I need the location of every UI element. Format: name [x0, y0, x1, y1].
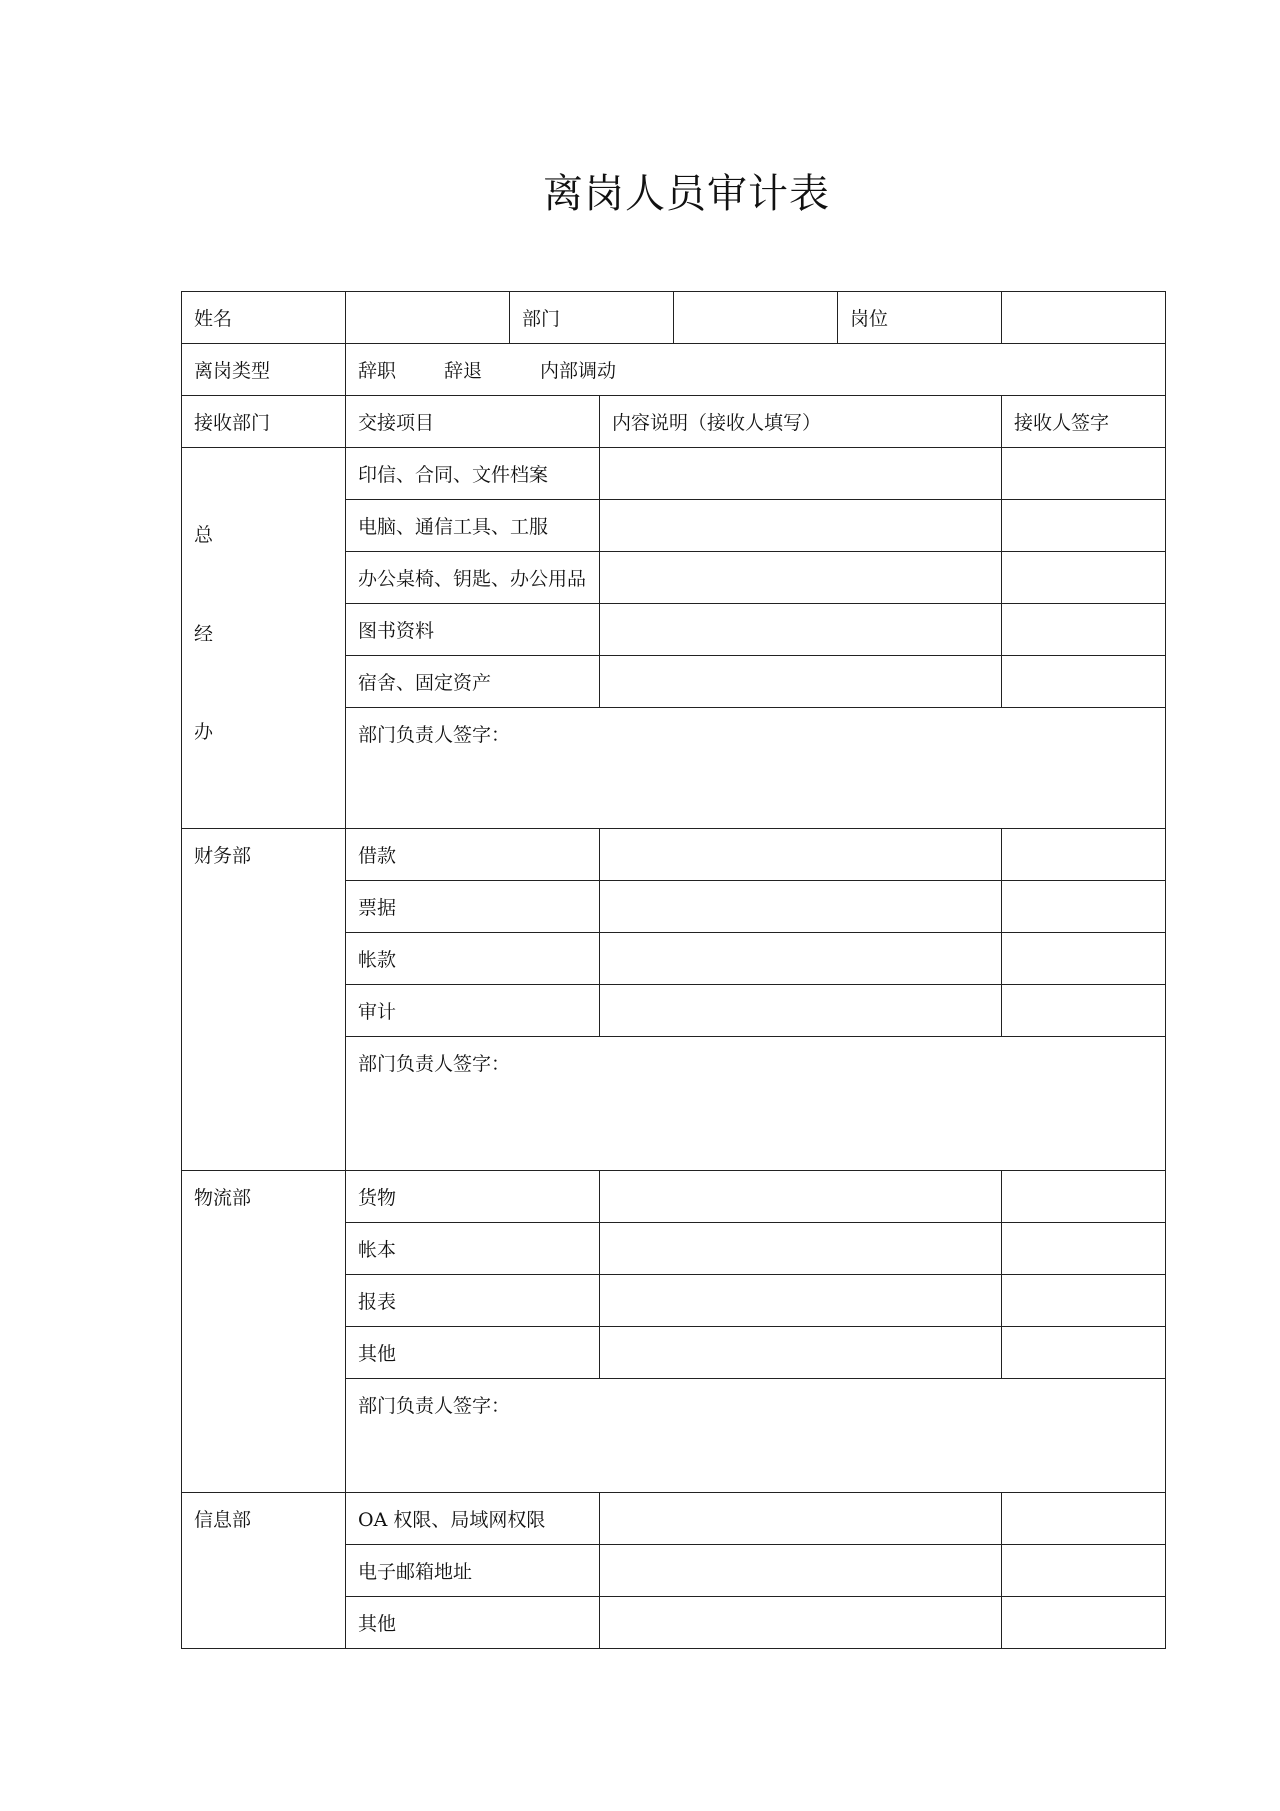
receiver-signature-cell[interactable]	[1002, 1275, 1166, 1327]
content-note-cell[interactable]	[600, 1597, 1002, 1649]
content-note-cell[interactable]	[600, 656, 1002, 708]
handover-item: 宿舍、固定资产	[346, 656, 600, 708]
audit-form-table	[181, 291, 1166, 1649]
header-row	[182, 292, 1166, 344]
handover-item: 印信、合同、文件档案	[346, 448, 600, 500]
leave-type-label: 离岗类型	[182, 344, 346, 396]
content-note-cell[interactable]	[600, 1545, 1002, 1597]
table-row	[182, 829, 1166, 881]
content-note-cell[interactable]	[600, 829, 1002, 881]
table-row	[182, 1493, 1166, 1545]
dept-cell-general-office	[182, 448, 346, 829]
name-field[interactable]	[346, 292, 510, 344]
content-note-cell[interactable]	[600, 1275, 1002, 1327]
content-note-cell[interactable]	[600, 881, 1002, 933]
handover-item: 报表	[346, 1275, 600, 1327]
col-handover-item: 交接项目	[346, 396, 600, 448]
dept-cell-logistics: 物流部	[182, 1171, 346, 1493]
leave-type-options	[346, 344, 1166, 396]
receiver-signature-cell[interactable]	[1002, 985, 1166, 1037]
content-note-cell[interactable]	[600, 500, 1002, 552]
receiver-signature-cell[interactable]	[1002, 1597, 1166, 1649]
post-label: 岗位	[838, 292, 1002, 344]
leave-option-transfer[interactable]: 内部调动	[540, 360, 617, 382]
dept-head-signature-cell[interactable]	[346, 1379, 1166, 1493]
post-field[interactable]	[1002, 292, 1166, 344]
handover-item: 办公桌椅、钥匙、办公用品	[346, 552, 600, 604]
receiver-signature-cell[interactable]	[1002, 1223, 1166, 1275]
handover-item: 票据	[346, 881, 600, 933]
page-title: 离岗人员审计表	[543, 171, 830, 217]
dept-head-signature-cell[interactable]	[346, 1037, 1166, 1171]
receiver-signature-cell[interactable]	[1002, 881, 1166, 933]
content-note-cell[interactable]	[600, 985, 1002, 1037]
content-note-cell[interactable]	[600, 1171, 1002, 1223]
handover-item: 电子邮箱地址	[346, 1545, 600, 1597]
dept-head-signature-label: 部门负责人签字：	[358, 1395, 511, 1417]
handover-item: 其他	[346, 1327, 600, 1379]
handover-item: OA 权限、局域网权限	[346, 1493, 600, 1545]
receiver-signature-cell[interactable]	[1002, 552, 1166, 604]
table-row	[182, 448, 1166, 500]
dept-cell-it: 信息部	[182, 1493, 346, 1649]
table-row	[182, 1171, 1166, 1223]
receiver-signature-cell[interactable]	[1002, 1493, 1166, 1545]
column-header-row	[182, 396, 1166, 448]
receiver-signature-cell[interactable]	[1002, 656, 1166, 708]
receiver-signature-cell[interactable]	[1002, 604, 1166, 656]
leave-type-row	[182, 344, 1166, 396]
content-note-cell[interactable]	[600, 604, 1002, 656]
handover-item: 帐本	[346, 1223, 600, 1275]
dept-char: 办	[194, 721, 214, 743]
content-note-cell[interactable]	[600, 933, 1002, 985]
handover-item: 货物	[346, 1171, 600, 1223]
content-note-cell[interactable]	[600, 1493, 1002, 1545]
dept-field[interactable]	[674, 292, 838, 344]
dept-char: 经	[194, 622, 214, 645]
receiver-signature-cell[interactable]	[1002, 933, 1166, 985]
handover-item: 电脑、通信工具、工服	[346, 500, 600, 552]
dept-char: 总	[194, 524, 214, 546]
content-note-cell[interactable]	[600, 1223, 1002, 1275]
handover-item: 其他	[346, 1597, 600, 1649]
content-note-cell[interactable]	[600, 448, 1002, 500]
leave-option-dismiss[interactable]: 辞退	[444, 360, 483, 382]
receiver-signature-cell[interactable]	[1002, 500, 1166, 552]
dept-head-signature-label: 部门负责人签字：	[358, 724, 511, 746]
dept-head-signature-cell[interactable]	[346, 708, 1166, 829]
handover-item: 帐款	[346, 933, 600, 985]
name-label: 姓名	[182, 292, 346, 344]
col-receiver-signature: 接收人签字	[1002, 396, 1166, 448]
col-receiving-dept: 接收部门	[182, 396, 346, 448]
receiver-signature-cell[interactable]	[1002, 1171, 1166, 1223]
handover-item: 借款	[346, 829, 600, 881]
content-note-cell[interactable]	[600, 1327, 1002, 1379]
dept-cell-finance: 财务部	[182, 829, 346, 1171]
dept-head-signature-label: 部门负责人签字：	[358, 1053, 511, 1075]
receiver-signature-cell[interactable]	[1002, 1545, 1166, 1597]
receiver-signature-cell[interactable]	[1002, 1327, 1166, 1379]
leave-option-resign[interactable]: 辞职	[358, 360, 397, 382]
dept-label: 部门	[510, 292, 674, 344]
receiver-signature-cell[interactable]	[1002, 829, 1166, 881]
receiver-signature-cell[interactable]	[1002, 448, 1166, 500]
handover-item: 审计	[346, 985, 600, 1037]
content-note-cell[interactable]	[600, 552, 1002, 604]
handover-item: 图书资料	[346, 604, 600, 656]
col-content-note: 内容说明（接收人填写）	[600, 396, 1002, 448]
